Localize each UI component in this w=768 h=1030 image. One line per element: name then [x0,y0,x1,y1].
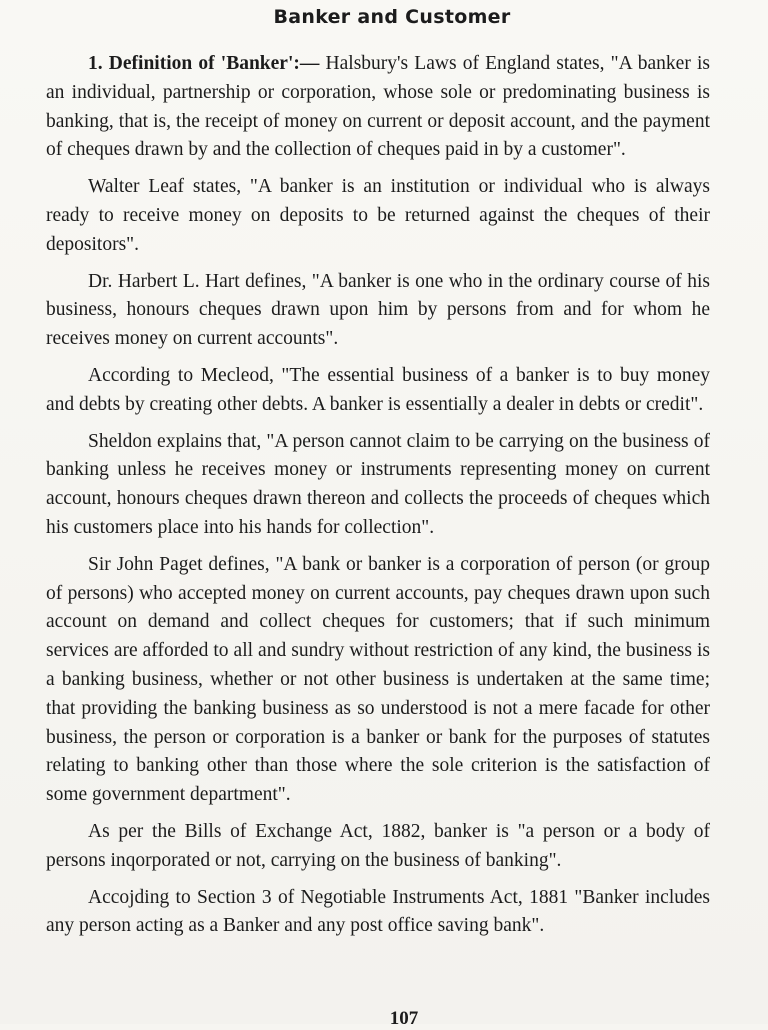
paragraph-definition [46,50,710,165]
running-header-title: Banker and Customer [273,6,511,28]
paragraph-sheldon: Sheldon explains that, "A person cannot claim to be carrying on the business of banking unless he receives money or instruments representing money on current account, honours cheques drawn thereon and collects the proceeds of cheques which his customers place into his hands for collection". [46,430,710,538]
paragraph-paget: Sir John Paget defines, "A bank or banker is a corporation of person (or group of persons) who accepted money on current accounts, pay cheques drawn upon such account on demand and collect cheques for customers; that if such minimum services are afforded to all and sundry without restriction of any kind, the business is a banking business, whether or not other business is undertaken at the same time; that providing the banking business as so understood is not a mere facade for other business, the person or corporation is a banker or bank for the purposes of statutes relating to banking other than those where the sole criterion is the satisfaction of some government department". [46,553,710,806]
paragraph-hart: Dr. Harbert L. Hart defines, "A banker is one who in the ordinary course of his business, honours cheques drawn upon him by persons from and for whom he receives money on current accounts". [46,270,710,350]
page-number: 107 [389,1008,419,1029]
paragraph-negotiable-instruments: Accojding to Section 3 of Negotiable Instruments Act, 1881 "Banker includes any person acting as a Banker and any post office saving bank". [46,886,710,937]
paragraph-walter-leaf: Walter Leaf states, "A banker is an institution or individual who is always ready to receive money on deposits to be returned against the cheques of their depositors". [46,176,710,255]
section-heading: 1. Definition of 'Banker':— [88,53,320,74]
paragraph-text: Halsbury's Laws of England states, "A banker is an individual, partnership or corporation, whose sole or predominating business is banking, that is, the receipt of money on current or deposit account, and the payment of cheques drawn by and the collection of cheques paid in by a customer". [46,53,710,161]
paragraph-mecleod: According to Mecleod, "The essential business of a banker is to buy money and debts by creating other debts. A banker is essentially a dealer in debts or credit". [46,364,710,415]
paragraph-bills-of-exchange: As per the Bills of Exchange Act, 1882, banker is "a person or a body of persons inqorporated or not, carrying on the business of banking". [46,820,710,871]
